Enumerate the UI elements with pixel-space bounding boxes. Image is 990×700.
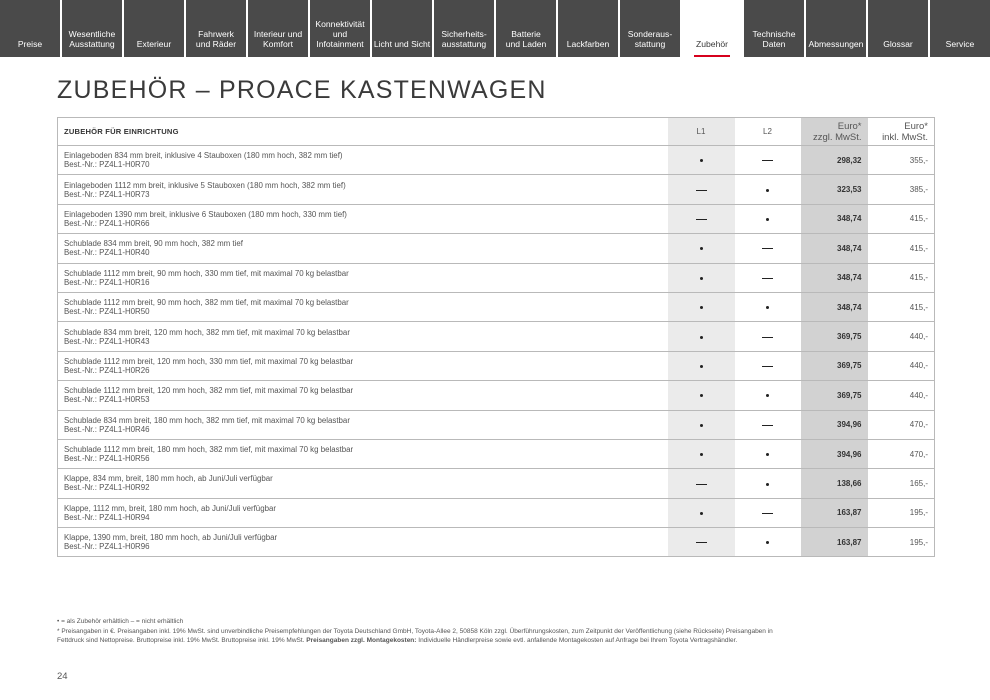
order-number: Best.-Nr.: PZ4L1-H0R70 bbox=[64, 160, 150, 170]
not-available-dash-icon bbox=[762, 366, 773, 367]
footnote-legend: • = als Zubehör erhältlich – = nicht erhältlich bbox=[57, 618, 184, 625]
not-available-dash-icon bbox=[762, 513, 773, 514]
gross-price: 415,- bbox=[868, 263, 935, 292]
not-available-dash-icon bbox=[696, 190, 707, 191]
order-number: Best.-Nr.: PZ4L1-H0R40 bbox=[64, 248, 150, 258]
nav-tab-0[interactable]: Preise bbox=[0, 0, 62, 57]
item-description: Schublade 1112 mm breit, 120 mm hoch, 382 mm tief, mit maximal 70 kg belastbar bbox=[64, 386, 354, 396]
availability-l2 bbox=[735, 351, 801, 380]
available-dot-icon bbox=[700, 159, 703, 162]
gross-price: 415,- bbox=[868, 292, 935, 321]
table-row bbox=[58, 351, 935, 380]
accessories-table bbox=[57, 117, 935, 557]
nav-tab-5[interactable]: Konnektivität und Infotainment bbox=[310, 0, 372, 57]
nav-tab-10[interactable]: Sonderaus- stattung bbox=[620, 0, 682, 57]
nav-tab-15[interactable]: Service bbox=[945, 39, 975, 49]
order-number: Best.-Nr.: PZ4L1-H0R43 bbox=[64, 336, 150, 346]
order-number: Best.-Nr.: PZ4L1-H0R66 bbox=[64, 218, 150, 228]
net-price: 298,32 bbox=[801, 146, 868, 175]
order-number: Best.-Nr.: PZ4L1-H0R96 bbox=[64, 542, 150, 552]
availability-l2 bbox=[735, 175, 801, 204]
net-price: 138,66 bbox=[801, 469, 868, 498]
availability-l2 bbox=[735, 498, 801, 527]
nav-tab-6[interactable]: Licht und Sicht bbox=[372, 0, 434, 57]
available-dot-icon bbox=[766, 218, 769, 221]
column-header-gross-price: Euro* inkl. MwSt. bbox=[868, 118, 935, 146]
nav-tab-14[interactable]: Glossar bbox=[868, 0, 930, 57]
table-header-row bbox=[58, 118, 935, 146]
order-number: Best.-Nr.: PZ4L1-H0R92 bbox=[64, 483, 150, 493]
availability-l1 bbox=[668, 410, 735, 439]
net-price: 163,87 bbox=[801, 498, 868, 527]
table-row bbox=[58, 528, 935, 557]
item-description: Einlageboden 834 mm breit, inklusive 4 Stauboxen (180 mm hoch, 382 mm tief) bbox=[64, 151, 343, 161]
top-navigation bbox=[0, 0, 990, 57]
availability-l1 bbox=[668, 439, 735, 468]
nav-tab-9[interactable]: Lackfarben bbox=[558, 0, 620, 57]
page-number: 24 bbox=[57, 671, 68, 682]
nav-tab-11[interactable]: Zubehör bbox=[682, 0, 744, 57]
available-dot-icon bbox=[700, 424, 703, 427]
item-description-cell bbox=[58, 204, 668, 233]
page-title: ZUBEHÖR – PROACE KASTENWAGEN bbox=[57, 76, 547, 104]
item-description: Schublade 834 mm breit, 180 mm hoch, 382 mm tief, mit maximal 70 kg belastbar bbox=[64, 415, 350, 425]
availability-l2 bbox=[735, 204, 801, 233]
item-description-cell bbox=[58, 175, 668, 204]
not-available-dash-icon bbox=[696, 219, 707, 220]
available-dot-icon bbox=[766, 541, 769, 544]
table-row bbox=[58, 292, 935, 321]
nav-tab-2[interactable]: Exterieur bbox=[124, 0, 186, 57]
item-description-cell bbox=[58, 469, 668, 498]
availability-l2 bbox=[735, 381, 801, 410]
net-price: 369,75 bbox=[801, 351, 868, 380]
table-row bbox=[58, 146, 935, 175]
nav-tab-3[interactable]: Fahrwerk und Räder bbox=[186, 0, 248, 57]
available-dot-icon bbox=[700, 247, 703, 250]
available-dot-icon bbox=[766, 189, 769, 192]
table-row bbox=[58, 263, 935, 292]
footnote-price-info: * Preisangaben in €. Preisangaben inkl. 19% MwSt. sind unverbindliche Preisempfehlungen der Toyota Deutschland GmbH, Toyota-Allee 2, 50858 Köln zzgl. Überführungskosten, zum Zeitpunkt der Veröffentlichung (siehe Rückseite) Preisangaben in bbox=[57, 627, 773, 635]
availability-l1 bbox=[668, 469, 735, 498]
item-description: Schublade 1112 mm breit, 90 mm hoch, 330 mm tief, mit maximal 70 kg belastbar bbox=[64, 268, 349, 278]
table-row bbox=[58, 410, 935, 439]
available-dot-icon bbox=[766, 306, 769, 309]
item-description-cell bbox=[58, 351, 668, 380]
item-description-cell bbox=[58, 146, 668, 175]
available-dot-icon bbox=[766, 394, 769, 397]
item-description: Schublade 1112 mm breit, 120 mm hoch, 330 mm tief, mit maximal 70 kg belastbar bbox=[64, 356, 354, 366]
available-dot-icon bbox=[700, 453, 703, 456]
gross-price: 440,- bbox=[868, 322, 935, 351]
item-description-cell bbox=[58, 292, 668, 321]
available-dot-icon bbox=[700, 336, 703, 339]
item-description: Schublade 1112 mm breit, 90 mm hoch, 382 mm tief, mit maximal 70 kg belastbar bbox=[64, 298, 349, 308]
order-number: Best.-Nr.: PZ4L1-H0R56 bbox=[64, 454, 150, 464]
table-row bbox=[58, 322, 935, 351]
table-body bbox=[58, 146, 935, 557]
table-row bbox=[58, 175, 935, 204]
item-description: Klappe, 834 mm, breit, 180 mm hoch, ab Juni/Juli verfügbar bbox=[64, 474, 273, 484]
net-price: 348,74 bbox=[801, 234, 868, 263]
availability-l2 bbox=[735, 528, 801, 557]
gross-price: 415,- bbox=[868, 204, 935, 233]
item-description-cell bbox=[58, 234, 668, 263]
nav-tab-8[interactable]: Batterie und Laden bbox=[496, 0, 558, 57]
gross-price: 385,- bbox=[868, 175, 935, 204]
gross-price: 470,- bbox=[868, 439, 935, 468]
table-row bbox=[58, 439, 935, 468]
net-price: 323,53 bbox=[801, 175, 868, 204]
available-dot-icon bbox=[766, 483, 769, 486]
order-number: Best.-Nr.: PZ4L1-H0R50 bbox=[64, 307, 150, 317]
nav-tab-13[interactable]: Abmessungen bbox=[806, 0, 868, 57]
item-description: Klappe, 1390 mm, breit, 180 mm hoch, ab Juni/Juli verfügbar bbox=[64, 533, 278, 543]
item-description-cell bbox=[58, 498, 668, 527]
order-number: Best.-Nr.: PZ4L1-H0R16 bbox=[64, 277, 150, 287]
availability-l1 bbox=[668, 175, 735, 204]
available-dot-icon bbox=[700, 394, 703, 397]
item-description: Schublade 1112 mm breit, 180 mm hoch, 382 mm tief, mit maximal 70 kg belastbar bbox=[64, 445, 354, 455]
availability-l2 bbox=[735, 292, 801, 321]
table-row bbox=[58, 381, 935, 410]
order-number: Best.-Nr.: PZ4L1-H0R53 bbox=[64, 395, 150, 405]
order-number: Best.-Nr.: PZ4L1-H0R46 bbox=[64, 424, 150, 434]
availability-l1 bbox=[668, 204, 735, 233]
available-dot-icon bbox=[700, 306, 703, 309]
net-price: 348,74 bbox=[801, 204, 868, 233]
gross-price: 415,- bbox=[868, 234, 935, 263]
gross-price: 195,- bbox=[868, 498, 935, 527]
column-header-l2: L2 bbox=[735, 118, 801, 146]
item-description-cell bbox=[58, 528, 668, 557]
net-price: 394,96 bbox=[801, 439, 868, 468]
availability-l2 bbox=[735, 469, 801, 498]
availability-l2 bbox=[735, 410, 801, 439]
item-description: Schublade 834 mm breit, 90 mm hoch, 382 mm tief bbox=[64, 239, 243, 249]
nav-tab-7[interactable]: Sicherheits- ausstattung bbox=[434, 0, 496, 57]
net-price: 394,96 bbox=[801, 410, 868, 439]
footnote-price-info-continued bbox=[57, 636, 917, 646]
availability-l1 bbox=[668, 381, 735, 410]
not-available-dash-icon bbox=[762, 278, 773, 279]
column-header-net-price: Euro* zzgl. MwSt. bbox=[801, 118, 868, 146]
nav-tab-4[interactable]: Interieur und Komfort bbox=[248, 0, 310, 57]
availability-l1 bbox=[668, 322, 735, 351]
not-available-dash-icon bbox=[696, 542, 707, 543]
available-dot-icon bbox=[700, 512, 703, 515]
footnote-bold-text: Preisangaben zzgl. Montagekosten: bbox=[306, 637, 417, 644]
available-dot-icon bbox=[700, 365, 703, 368]
nav-tab-12[interactable]: Technische Daten bbox=[744, 0, 806, 57]
table-row bbox=[58, 469, 935, 498]
not-available-dash-icon bbox=[762, 425, 773, 426]
column-header-l1: L1 bbox=[668, 118, 735, 146]
net-price: 369,75 bbox=[801, 381, 868, 410]
item-description: Einlageboden 1390 mm breit, inklusive 6 Stauboxen (180 mm hoch, 330 mm tief) bbox=[64, 209, 347, 219]
available-dot-icon bbox=[700, 277, 703, 280]
gross-price: 195,- bbox=[868, 528, 935, 557]
availability-l2 bbox=[735, 439, 801, 468]
footnote-text: Fettdruck sind Nettopreise. Bruttopreise inkl. 19% MwSt. Bruttopreise inkl. 19% MwSt. bbox=[57, 637, 307, 644]
item-description: Klappe, 1112 mm, breit, 180 mm hoch, ab Juni/Juli verfügbar bbox=[64, 503, 276, 513]
availability-l1 bbox=[668, 234, 735, 263]
order-number: Best.-Nr.: PZ4L1-H0R94 bbox=[64, 512, 150, 522]
gross-price: 470,- bbox=[868, 410, 935, 439]
availability-l1 bbox=[668, 146, 735, 175]
table-row bbox=[58, 498, 935, 527]
net-price: 348,74 bbox=[801, 263, 868, 292]
net-price: 163,87 bbox=[801, 528, 868, 557]
item-description-cell bbox=[58, 381, 668, 410]
footnotes bbox=[57, 617, 917, 646]
item-description: Schublade 834 mm breit, 120 mm hoch, 382 mm tief, mit maximal 70 kg belastbar bbox=[64, 327, 350, 337]
gross-price: 440,- bbox=[868, 381, 935, 410]
order-number: Best.-Nr.: PZ4L1-H0R73 bbox=[64, 189, 150, 199]
availability-l1 bbox=[668, 351, 735, 380]
item-description-cell bbox=[58, 322, 668, 351]
availability-l1 bbox=[668, 292, 735, 321]
availability-l1 bbox=[668, 528, 735, 557]
available-dot-icon bbox=[766, 453, 769, 456]
order-number: Best.-Nr.: PZ4L1-H0R26 bbox=[64, 365, 150, 375]
item-description-cell bbox=[58, 263, 668, 292]
table-row bbox=[58, 234, 935, 263]
availability-l2 bbox=[735, 263, 801, 292]
section-header: ZUBEHÖR FÜR EINRICHTUNG bbox=[58, 118, 668, 146]
net-price: 348,74 bbox=[801, 292, 868, 321]
net-price: 369,75 bbox=[801, 322, 868, 351]
table-row bbox=[58, 204, 935, 233]
item-description-cell bbox=[58, 410, 668, 439]
nav-tab-1[interactable]: Wesentliche Ausstattung bbox=[62, 0, 124, 57]
gross-price: 355,- bbox=[868, 146, 935, 175]
footnote-text-end: Individuelle Händlerpreise sowie evtl. anfallende Montagekosten auf Anfrage bei Ihrem Toyota Vertragshändler. bbox=[416, 637, 738, 644]
not-available-dash-icon bbox=[762, 160, 773, 161]
item-description: Einlageboden 1112 mm breit, inklusive 5 Stauboxen (180 mm hoch, 382 mm tief) bbox=[64, 180, 346, 190]
availability-l2 bbox=[735, 234, 801, 263]
availability-l1 bbox=[668, 498, 735, 527]
availability-l2 bbox=[735, 146, 801, 175]
not-available-dash-icon bbox=[696, 484, 707, 485]
not-available-dash-icon bbox=[762, 337, 773, 338]
gross-price: 165,- bbox=[868, 469, 935, 498]
availability-l1 bbox=[668, 263, 735, 292]
gross-price: 440,- bbox=[868, 351, 935, 380]
item-description-cell bbox=[58, 439, 668, 468]
availability-l2 bbox=[735, 322, 801, 351]
not-available-dash-icon bbox=[762, 248, 773, 249]
